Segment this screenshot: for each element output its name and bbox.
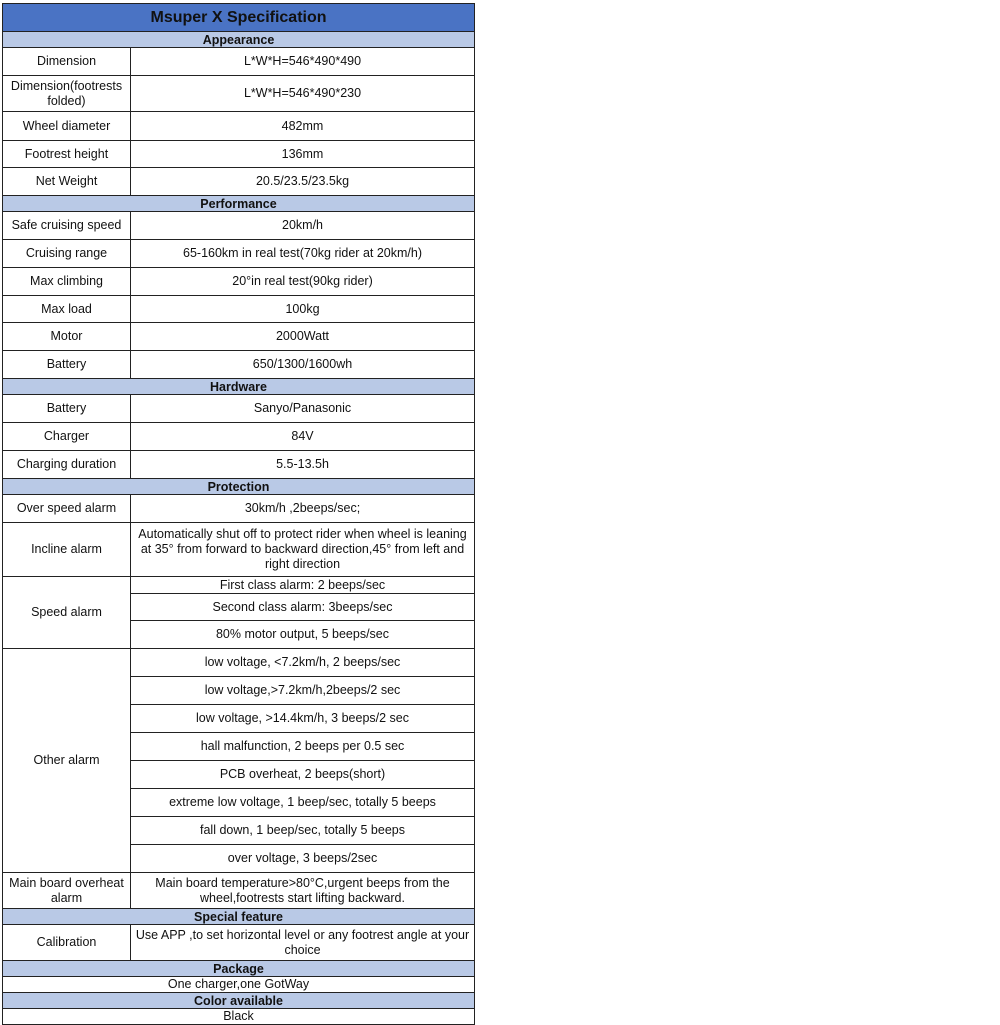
spec-row (3, 268, 475, 296)
spec-value: Main board temperature>80°C,urgent beeps from the wheel,footrests start lifting backward. (131, 873, 475, 909)
section-header-appearance (3, 32, 475, 48)
spec-label: Net Weight (3, 168, 131, 196)
spec-value: hall malfunction, 2 beeps per 0.5 sec (131, 733, 475, 761)
spec-label: Speed alarm (3, 577, 131, 649)
spec-value: L*W*H=546*490*490 (131, 48, 475, 76)
spec-title: Msuper X Specification (3, 4, 475, 32)
spec-row (3, 141, 475, 168)
section-title: Protection (3, 479, 475, 495)
spec-row (3, 873, 475, 909)
spec-row (3, 48, 475, 76)
section-title: Special feature (3, 909, 475, 925)
spec-value: 20.5/23.5/23.5kg (131, 168, 475, 196)
spec-value: 65-160km in real test(70kg rider at 20km/h) (131, 240, 475, 268)
section-title: Color available (3, 993, 475, 1009)
spec-value: 136mm (131, 141, 475, 168)
spec-row (3, 1009, 475, 1025)
spec-label: Calibration (3, 925, 131, 961)
section-header-special-feature (3, 909, 475, 925)
spec-value: One charger,one GotWay (3, 977, 475, 993)
spec-value: Use APP ,to set horizontal level or any footrest angle at your choice (131, 925, 475, 961)
spec-row (3, 451, 475, 479)
spec-value: low voltage,>7.2km/h,2beeps/2 sec (131, 677, 475, 705)
spec-row (3, 351, 475, 379)
spec-label: Max load (3, 296, 131, 323)
spec-row (3, 296, 475, 323)
spec-value: 30km/h ,2beeps/sec; (131, 495, 475, 523)
spec-label: Dimension (3, 48, 131, 76)
section-header-color-available (3, 993, 475, 1009)
spec-label: Over speed alarm (3, 495, 131, 523)
spec-value: Automatically shut off to protect rider when wheel is leaning at 35° from forward to backward direction,45° from left and right direction (131, 523, 475, 577)
section-title: Hardware (3, 379, 475, 395)
spec-value: 80% motor output, 5 beeps/sec (131, 621, 475, 649)
spec-table (2, 3, 475, 1025)
spec-label: Dimension(footrests folded) (3, 76, 131, 112)
spec-row (3, 395, 475, 423)
spec-value: 20km/h (131, 212, 475, 240)
spec-value: 2000Watt (131, 323, 475, 351)
spec-row (3, 240, 475, 268)
spec-label: Wheel diameter (3, 112, 131, 141)
spec-label: Other alarm (3, 649, 131, 873)
spec-value: Sanyo/Panasonic (131, 395, 475, 423)
section-header-hardware (3, 379, 475, 395)
spec-value: PCB overheat, 2 beeps(short) (131, 761, 475, 789)
spec-value: over voltage, 3 beeps/2sec (131, 845, 475, 873)
spec-label: Footrest height (3, 141, 131, 168)
section-header-protection (3, 479, 475, 495)
spec-row (3, 649, 475, 677)
spec-value: low voltage, >14.4km/h, 3 beeps/2 sec (131, 705, 475, 733)
spec-table-body (3, 4, 475, 1025)
spec-label: Cruising range (3, 240, 131, 268)
spec-row (3, 495, 475, 523)
spec-value: Black (3, 1009, 475, 1025)
spec-value: 650/1300/1600wh (131, 351, 475, 379)
spec-value: L*W*H=546*490*230 (131, 76, 475, 112)
section-header-performance (3, 196, 475, 212)
spec-label: Charger (3, 423, 131, 451)
spec-label: Main board overheat alarm (3, 873, 131, 909)
spec-value: 5.5-13.5h (131, 451, 475, 479)
spec-row (3, 168, 475, 196)
section-title: Appearance (3, 32, 475, 48)
spec-value: First class alarm: 2 beeps/sec (131, 577, 475, 594)
title-row (3, 4, 475, 32)
spec-row (3, 212, 475, 240)
spec-label: Battery (3, 351, 131, 379)
spec-row (3, 925, 475, 961)
spec-value: Second class alarm: 3beeps/sec (131, 594, 475, 621)
spec-row (3, 323, 475, 351)
spec-label: Charging duration (3, 451, 131, 479)
spec-value: 84V (131, 423, 475, 451)
spec-row (3, 423, 475, 451)
spec-row (3, 577, 475, 594)
spec-label: Battery (3, 395, 131, 423)
section-title: Package (3, 961, 475, 977)
spec-row (3, 523, 475, 577)
spec-value: extreme low voltage, 1 beep/sec, totally 5 beeps (131, 789, 475, 817)
spec-label: Safe cruising speed (3, 212, 131, 240)
spec-label: Max climbing (3, 268, 131, 296)
spec-value: fall down, 1 beep/sec, totally 5 beeps (131, 817, 475, 845)
spec-row (3, 977, 475, 993)
spec-value: low voltage, <7.2km/h, 2 beeps/sec (131, 649, 475, 677)
spec-value: 20°in real test(90kg rider) (131, 268, 475, 296)
section-header-package (3, 961, 475, 977)
spec-label: Motor (3, 323, 131, 351)
spec-label: Incline alarm (3, 523, 131, 577)
section-title: Performance (3, 196, 475, 212)
spec-row (3, 112, 475, 141)
spec-row (3, 76, 475, 112)
spec-value: 100kg (131, 296, 475, 323)
spec-value: 482mm (131, 112, 475, 141)
